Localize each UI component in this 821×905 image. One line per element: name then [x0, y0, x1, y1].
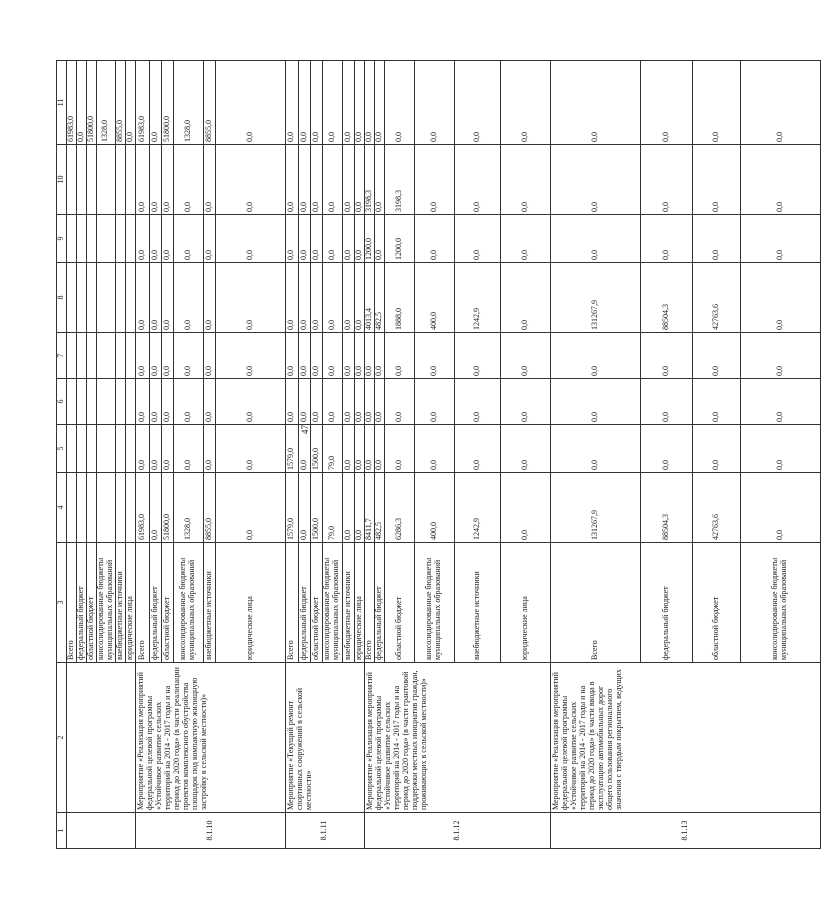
- amount-cell: 0,0: [640, 215, 692, 263]
- amount-cell: [96, 333, 115, 379]
- amount-cell: [125, 145, 135, 215]
- amount-cell: 0,0: [454, 333, 500, 379]
- amount-cell: 0,0: [384, 333, 414, 379]
- funding-source: федеральный бюджет: [298, 543, 310, 663]
- amount-cell: 0,0: [500, 215, 550, 263]
- amount-cell: [86, 379, 96, 425]
- amount-cell: 0,0: [354, 473, 364, 543]
- funding-source: федеральный бюджет: [374, 543, 384, 663]
- amount-cell: 0,0: [173, 379, 203, 425]
- amount-cell: 0,0: [203, 145, 215, 215]
- amount-cell: 3198,3: [364, 145, 374, 215]
- amount-cell: 0,0: [215, 473, 285, 543]
- amount-cell: 0,0: [285, 215, 298, 263]
- table-row: [66, 61, 76, 849]
- amount-cell: 0,0: [322, 263, 342, 333]
- amount-cell: 61983,0: [135, 61, 149, 145]
- amount-cell: 42763,6: [692, 263, 740, 333]
- amount-cell: 0,0: [740, 333, 820, 379]
- measure-description: Мероприятие «Реализация мероприятий федеральной целевой программы «Устойчивое развитие сельских территорий на 2014 - 2017 годы и на период до 2020 года» (в части реализации проектов комплексного обустройства площадок под компактную жилищную застройку в сельской местности)»: [135, 663, 285, 813]
- budget-table: [56, 60, 821, 849]
- amount-cell: 0,0: [354, 263, 364, 333]
- amount-cell: [115, 263, 125, 333]
- amount-cell: 0,0: [298, 473, 310, 543]
- amount-cell: [66, 473, 76, 543]
- amount-cell: [115, 379, 125, 425]
- amount-cell: 0,0: [354, 425, 364, 473]
- amount-cell: 0,0: [364, 379, 374, 425]
- col-header: 1: [57, 813, 67, 849]
- funding-source: областной бюджет: [384, 543, 414, 663]
- funding-source: Всего: [364, 543, 374, 663]
- amount-cell: 1242,9: [454, 263, 500, 333]
- amount-cell: 0,0: [298, 379, 310, 425]
- amount-cell: 0,0: [149, 145, 161, 215]
- amount-cell: 0,0: [692, 379, 740, 425]
- amount-cell: 0,0: [640, 145, 692, 215]
- amount-cell: 0,0: [135, 379, 149, 425]
- amount-cell: 0,0: [173, 425, 203, 473]
- amount-cell: 0,0: [161, 215, 173, 263]
- amount-cell: [96, 215, 115, 263]
- amount-cell: 0,0: [135, 263, 149, 333]
- amount-cell: 0,0: [384, 61, 414, 145]
- amount-cell: 0,0: [374, 215, 384, 263]
- amount-cell: 0,0: [135, 425, 149, 473]
- funding-source: юридические лица: [354, 543, 364, 663]
- funding-source: Всего: [66, 543, 76, 663]
- amount-cell: [125, 379, 135, 425]
- amount-cell: 131267,9: [550, 473, 640, 543]
- amount-cell: 0,0: [310, 215, 322, 263]
- amount-cell: 0,0: [342, 379, 354, 425]
- amount-cell: [86, 473, 96, 543]
- amount-cell: [66, 425, 76, 473]
- amount-cell: [115, 473, 125, 543]
- amount-cell: 0,0: [454, 145, 500, 215]
- amount-cell: 88504,3: [640, 263, 692, 333]
- funding-source: внебюджетные источники: [203, 543, 215, 663]
- amount-cell: 0,0: [173, 145, 203, 215]
- amount-cell: 0,0: [215, 333, 285, 379]
- amount-cell: 0,0: [550, 425, 640, 473]
- amount-cell: 0,0: [384, 425, 414, 473]
- col-header: 8: [57, 263, 67, 333]
- amount-cell: 0,0: [135, 333, 149, 379]
- amount-cell: [66, 145, 76, 215]
- amount-cell: 1888,0: [384, 263, 414, 333]
- table-row: [285, 61, 298, 849]
- amount-cell: 0,0: [298, 263, 310, 333]
- funding-source: областной бюджет: [86, 543, 96, 663]
- amount-cell: 0,0: [550, 215, 640, 263]
- amount-cell: 0,0: [203, 425, 215, 473]
- amount-cell: 0,0: [740, 379, 820, 425]
- amount-cell: 0,0: [173, 215, 203, 263]
- funding-source: юридические лица: [125, 543, 135, 663]
- amount-cell: 0,0: [215, 61, 285, 145]
- amount-cell: 0,0: [322, 333, 342, 379]
- amount-cell: 0,0: [500, 145, 550, 215]
- amount-cell: 0,0: [298, 145, 310, 215]
- amount-cell: 0,0: [76, 61, 86, 145]
- amount-cell: [125, 425, 135, 473]
- amount-cell: 482,5: [374, 473, 384, 543]
- amount-cell: 51800,0: [161, 61, 173, 145]
- amount-cell: 0,0: [354, 333, 364, 379]
- amount-cell: 0,0: [740, 425, 820, 473]
- funding-source: консолидированные бюджеты муниципальных образований: [96, 543, 115, 663]
- amount-cell: 0,0: [149, 263, 161, 333]
- amount-cell: 0,0: [298, 61, 310, 145]
- amount-cell: [125, 333, 135, 379]
- amount-cell: 0,0: [414, 61, 454, 145]
- row-number: [66, 813, 135, 849]
- amount-cell: 0,0: [285, 333, 298, 379]
- amount-cell: 0,0: [414, 333, 454, 379]
- amount-cell: [115, 425, 125, 473]
- amount-cell: 0,0: [322, 379, 342, 425]
- amount-cell: 0,0: [342, 263, 354, 333]
- amount-cell: 0,0: [414, 145, 454, 215]
- amount-cell: 0,0: [285, 263, 298, 333]
- amount-cell: [96, 425, 115, 473]
- amount-cell: 0,0: [203, 333, 215, 379]
- row-number: 8.1.12: [364, 813, 550, 849]
- measure-description: [66, 663, 135, 813]
- amount-cell: 0,0: [203, 379, 215, 425]
- amount-cell: 8855,0: [203, 473, 215, 543]
- amount-cell: 0,0: [125, 61, 135, 145]
- amount-cell: 0,0: [740, 263, 820, 333]
- funding-source: Всего: [550, 543, 640, 663]
- table-row: [550, 61, 640, 849]
- funding-source: Всего: [135, 543, 149, 663]
- amount-cell: [76, 379, 86, 425]
- amount-cell: [96, 379, 115, 425]
- amount-cell: [86, 425, 96, 473]
- amount-cell: 0,0: [149, 333, 161, 379]
- amount-cell: 0,0: [310, 61, 322, 145]
- amount-cell: 61983,0: [135, 473, 149, 543]
- funding-source: Всего: [285, 543, 298, 663]
- col-header: 6: [57, 379, 67, 425]
- col-header: 3: [57, 543, 67, 663]
- amount-cell: [66, 215, 76, 263]
- amount-cell: 1500,0: [310, 473, 322, 543]
- amount-cell: 0,0: [149, 379, 161, 425]
- amount-cell: 1579,0: [285, 425, 298, 473]
- funding-source: консолидированные бюджеты муниципальных образований: [173, 543, 203, 663]
- col-header: 9: [57, 215, 67, 263]
- amount-cell: 0,0: [550, 61, 640, 145]
- measure-description: Мероприятие «Текущий ремонт спортивных сооружений в сельской местности»: [285, 663, 364, 813]
- amount-cell: [86, 145, 96, 215]
- amount-cell: [115, 333, 125, 379]
- funding-source: консолидированные бюджеты муниципальных образований: [414, 543, 454, 663]
- amount-cell: 0,0: [692, 145, 740, 215]
- funding-source: юридические лица: [500, 543, 550, 663]
- amount-cell: 0,0: [364, 425, 374, 473]
- amount-cell: 0,0: [364, 333, 374, 379]
- amount-cell: 0,0: [354, 145, 364, 215]
- col-header: 2: [57, 663, 67, 813]
- amount-cell: 0,0: [364, 61, 374, 145]
- amount-cell: 1200,0: [364, 215, 374, 263]
- amount-cell: 0,0: [500, 425, 550, 473]
- amount-cell: 0,0: [550, 145, 640, 215]
- amount-cell: 0,0: [310, 379, 322, 425]
- amount-cell: 0,0: [740, 215, 820, 263]
- amount-cell: [115, 145, 125, 215]
- amount-cell: 0,0: [310, 333, 322, 379]
- amount-cell: [76, 145, 86, 215]
- amount-cell: 0,0: [354, 379, 364, 425]
- amount-cell: 0,0: [692, 61, 740, 145]
- col-header: 5: [57, 425, 67, 473]
- amount-cell: 0,0: [384, 379, 414, 425]
- measure-description: Мероприятие «Реализация мероприятий федеральной целевой программы «Устойчивое развитие сельских территорий на 2014 - 2017 годы и на период до 2020 года» (в части ввода в эксплуатацию автомобильных дорог общего пользования регионального значения с твердым покрытием, ведущих: [550, 663, 820, 813]
- amount-cell: 1242,9: [454, 473, 500, 543]
- amount-cell: 0,0: [173, 263, 203, 333]
- amount-cell: 1200,0: [384, 215, 414, 263]
- amount-cell: 400,0: [414, 473, 454, 543]
- col-header: 7: [57, 333, 67, 379]
- amount-cell: [76, 263, 86, 333]
- amount-cell: [115, 215, 125, 263]
- amount-cell: 0,0: [374, 145, 384, 215]
- page-number: 47: [300, 425, 310, 434]
- amount-cell: 8411,7: [364, 473, 374, 543]
- funding-source: внебюджетные источники: [454, 543, 500, 663]
- col-header: 10: [57, 145, 67, 215]
- amount-cell: 0,0: [215, 379, 285, 425]
- amount-cell: 0,0: [215, 425, 285, 473]
- amount-cell: 8855,0: [203, 61, 215, 145]
- table-row: [135, 61, 149, 849]
- funding-source: областной бюджет: [692, 543, 740, 663]
- amount-cell: [96, 473, 115, 543]
- amount-cell: 0,0: [454, 379, 500, 425]
- amount-cell: [96, 145, 115, 215]
- funding-source: федеральный бюджет: [76, 543, 86, 663]
- amount-cell: 88504,3: [640, 473, 692, 543]
- amount-cell: 0,0: [414, 215, 454, 263]
- row-number: 8.1.10: [135, 813, 285, 849]
- amount-cell: 0,0: [149, 215, 161, 263]
- amount-cell: 51800,0: [161, 473, 173, 543]
- amount-cell: 0,0: [500, 263, 550, 333]
- amount-cell: 0,0: [322, 145, 342, 215]
- funding-source: федеральный бюджет: [149, 543, 161, 663]
- amount-cell: 0,0: [414, 425, 454, 473]
- amount-cell: 400,0: [414, 263, 454, 333]
- funding-source: консолидированные бюджеты муниципальных образований: [322, 543, 342, 663]
- amount-cell: 0,0: [161, 379, 173, 425]
- amount-cell: 0,0: [740, 145, 820, 215]
- funding-source: внебюджетные источники: [342, 543, 354, 663]
- amount-cell: 0,0: [161, 425, 173, 473]
- amount-cell: 0,0: [550, 333, 640, 379]
- amount-cell: 0,0: [215, 263, 285, 333]
- amount-cell: 0,0: [149, 425, 161, 473]
- amount-cell: [76, 333, 86, 379]
- amount-cell: [86, 263, 96, 333]
- amount-cell: 0,0: [640, 61, 692, 145]
- amount-cell: 0,0: [310, 263, 322, 333]
- amount-cell: 0,0: [310, 145, 322, 215]
- amount-cell: 0,0: [298, 333, 310, 379]
- amount-cell: 0,0: [374, 379, 384, 425]
- amount-cell: [66, 333, 76, 379]
- amount-cell: 0,0: [215, 215, 285, 263]
- amount-cell: 482,5: [374, 263, 384, 333]
- measure-description: Мероприятие «Реализация мероприятий федеральной целевой программы «Устойчивое развитие сельских территорий на 2014 - 2017 годы и на период до 2020 года» (в части грантовой поддержки местных инициатив граждан, проживающих в сельской местности)»: [364, 663, 550, 813]
- amount-cell: 0,0: [640, 425, 692, 473]
- amount-cell: 0,0: [173, 333, 203, 379]
- col-header: 4: [57, 473, 67, 543]
- amount-cell: 0,0: [740, 61, 820, 145]
- amount-cell: 0,0: [285, 379, 298, 425]
- amount-cell: [76, 425, 86, 473]
- amount-cell: 3198,3: [384, 145, 414, 215]
- amount-cell: 0,0: [500, 473, 550, 543]
- amount-cell: [66, 263, 76, 333]
- amount-cell: 0,0: [203, 215, 215, 263]
- amount-cell: 0,0: [692, 425, 740, 473]
- amount-cell: [76, 473, 86, 543]
- amount-cell: 0,0: [454, 61, 500, 145]
- amount-cell: 1579,0: [285, 473, 298, 543]
- amount-cell: 0,0: [215, 145, 285, 215]
- funding-source: областной бюджет: [161, 543, 173, 663]
- funding-source: областной бюджет: [310, 543, 322, 663]
- amount-cell: 0,0: [374, 333, 384, 379]
- amount-cell: [66, 379, 76, 425]
- amount-cell: 0,0: [285, 61, 298, 145]
- amount-cell: 1328,0: [173, 61, 203, 145]
- funding-source: консолидированные бюджеты муниципальных образований: [740, 543, 820, 663]
- amount-cell: 0,0: [454, 425, 500, 473]
- amount-cell: 1500,0: [310, 425, 322, 473]
- amount-cell: 61983,0: [66, 61, 76, 145]
- rotated-page: [56, 61, 789, 849]
- amount-cell: 0,0: [322, 215, 342, 263]
- funding-source: федеральный бюджет: [640, 543, 692, 663]
- amount-cell: [125, 215, 135, 263]
- amount-cell: 0,0: [342, 215, 354, 263]
- amount-cell: 0,0: [298, 215, 310, 263]
- amount-cell: 0,0: [285, 145, 298, 215]
- amount-cell: 79,0: [322, 473, 342, 543]
- amount-cell: 0,0: [135, 215, 149, 263]
- amount-cell: 1328,0: [173, 473, 203, 543]
- amount-cell: 0,0: [354, 61, 364, 145]
- amount-cell: 131267,9: [550, 263, 640, 333]
- amount-cell: [76, 215, 86, 263]
- amount-cell: [86, 333, 96, 379]
- amount-cell: 0,0: [322, 61, 342, 145]
- amount-cell: 0,0: [342, 425, 354, 473]
- funding-source: внебюджетные источники: [115, 543, 125, 663]
- amount-cell: 0,0: [354, 215, 364, 263]
- amount-cell: 0,0: [149, 473, 161, 543]
- amount-cell: 0,0: [298, 425, 310, 473]
- amount-cell: 0,0: [161, 333, 173, 379]
- amount-cell: 0,0: [374, 425, 384, 473]
- amount-cell: 0,0: [161, 145, 173, 215]
- table-header-row: [57, 61, 67, 849]
- amount-cell: [96, 263, 115, 333]
- amount-cell: 0,0: [374, 61, 384, 145]
- amount-cell: 0,0: [342, 473, 354, 543]
- row-number: 8.1.13: [550, 813, 820, 849]
- amount-cell: 0,0: [692, 215, 740, 263]
- amount-cell: 0,0: [135, 145, 149, 215]
- amount-cell: 0,0: [342, 333, 354, 379]
- amount-cell: 42763,6: [692, 473, 740, 543]
- amount-cell: 0,0: [203, 263, 215, 333]
- amount-cell: [125, 263, 135, 333]
- row-number: 8.1.11: [285, 813, 364, 849]
- amount-cell: 0,0: [500, 61, 550, 145]
- amount-cell: 4013,4: [364, 263, 374, 333]
- amount-cell: 0,0: [342, 145, 354, 215]
- amount-cell: 0,0: [550, 379, 640, 425]
- amount-cell: 0,0: [149, 61, 161, 145]
- amount-cell: 6286,3: [384, 473, 414, 543]
- table-row: [364, 61, 374, 849]
- amount-cell: 0,0: [500, 379, 550, 425]
- amount-cell: 0,0: [454, 215, 500, 263]
- amount-cell: 8855,0: [115, 61, 125, 145]
- amount-cell: 0,0: [692, 333, 740, 379]
- amount-cell: 0,0: [342, 61, 354, 145]
- amount-cell: 0,0: [161, 263, 173, 333]
- amount-cell: 51800,0: [86, 61, 96, 145]
- amount-cell: 1328,0: [96, 61, 115, 145]
- col-header: 11: [57, 61, 67, 145]
- amount-cell: 0,0: [740, 473, 820, 543]
- amount-cell: 0,0: [640, 379, 692, 425]
- amount-cell: 0,0: [500, 333, 550, 379]
- amount-cell: [125, 473, 135, 543]
- amount-cell: [86, 215, 96, 263]
- amount-cell: 0,0: [414, 379, 454, 425]
- amount-cell: 79,0: [322, 425, 342, 473]
- funding-source: юридические лица: [215, 543, 285, 663]
- amount-cell: 0,0: [640, 333, 692, 379]
